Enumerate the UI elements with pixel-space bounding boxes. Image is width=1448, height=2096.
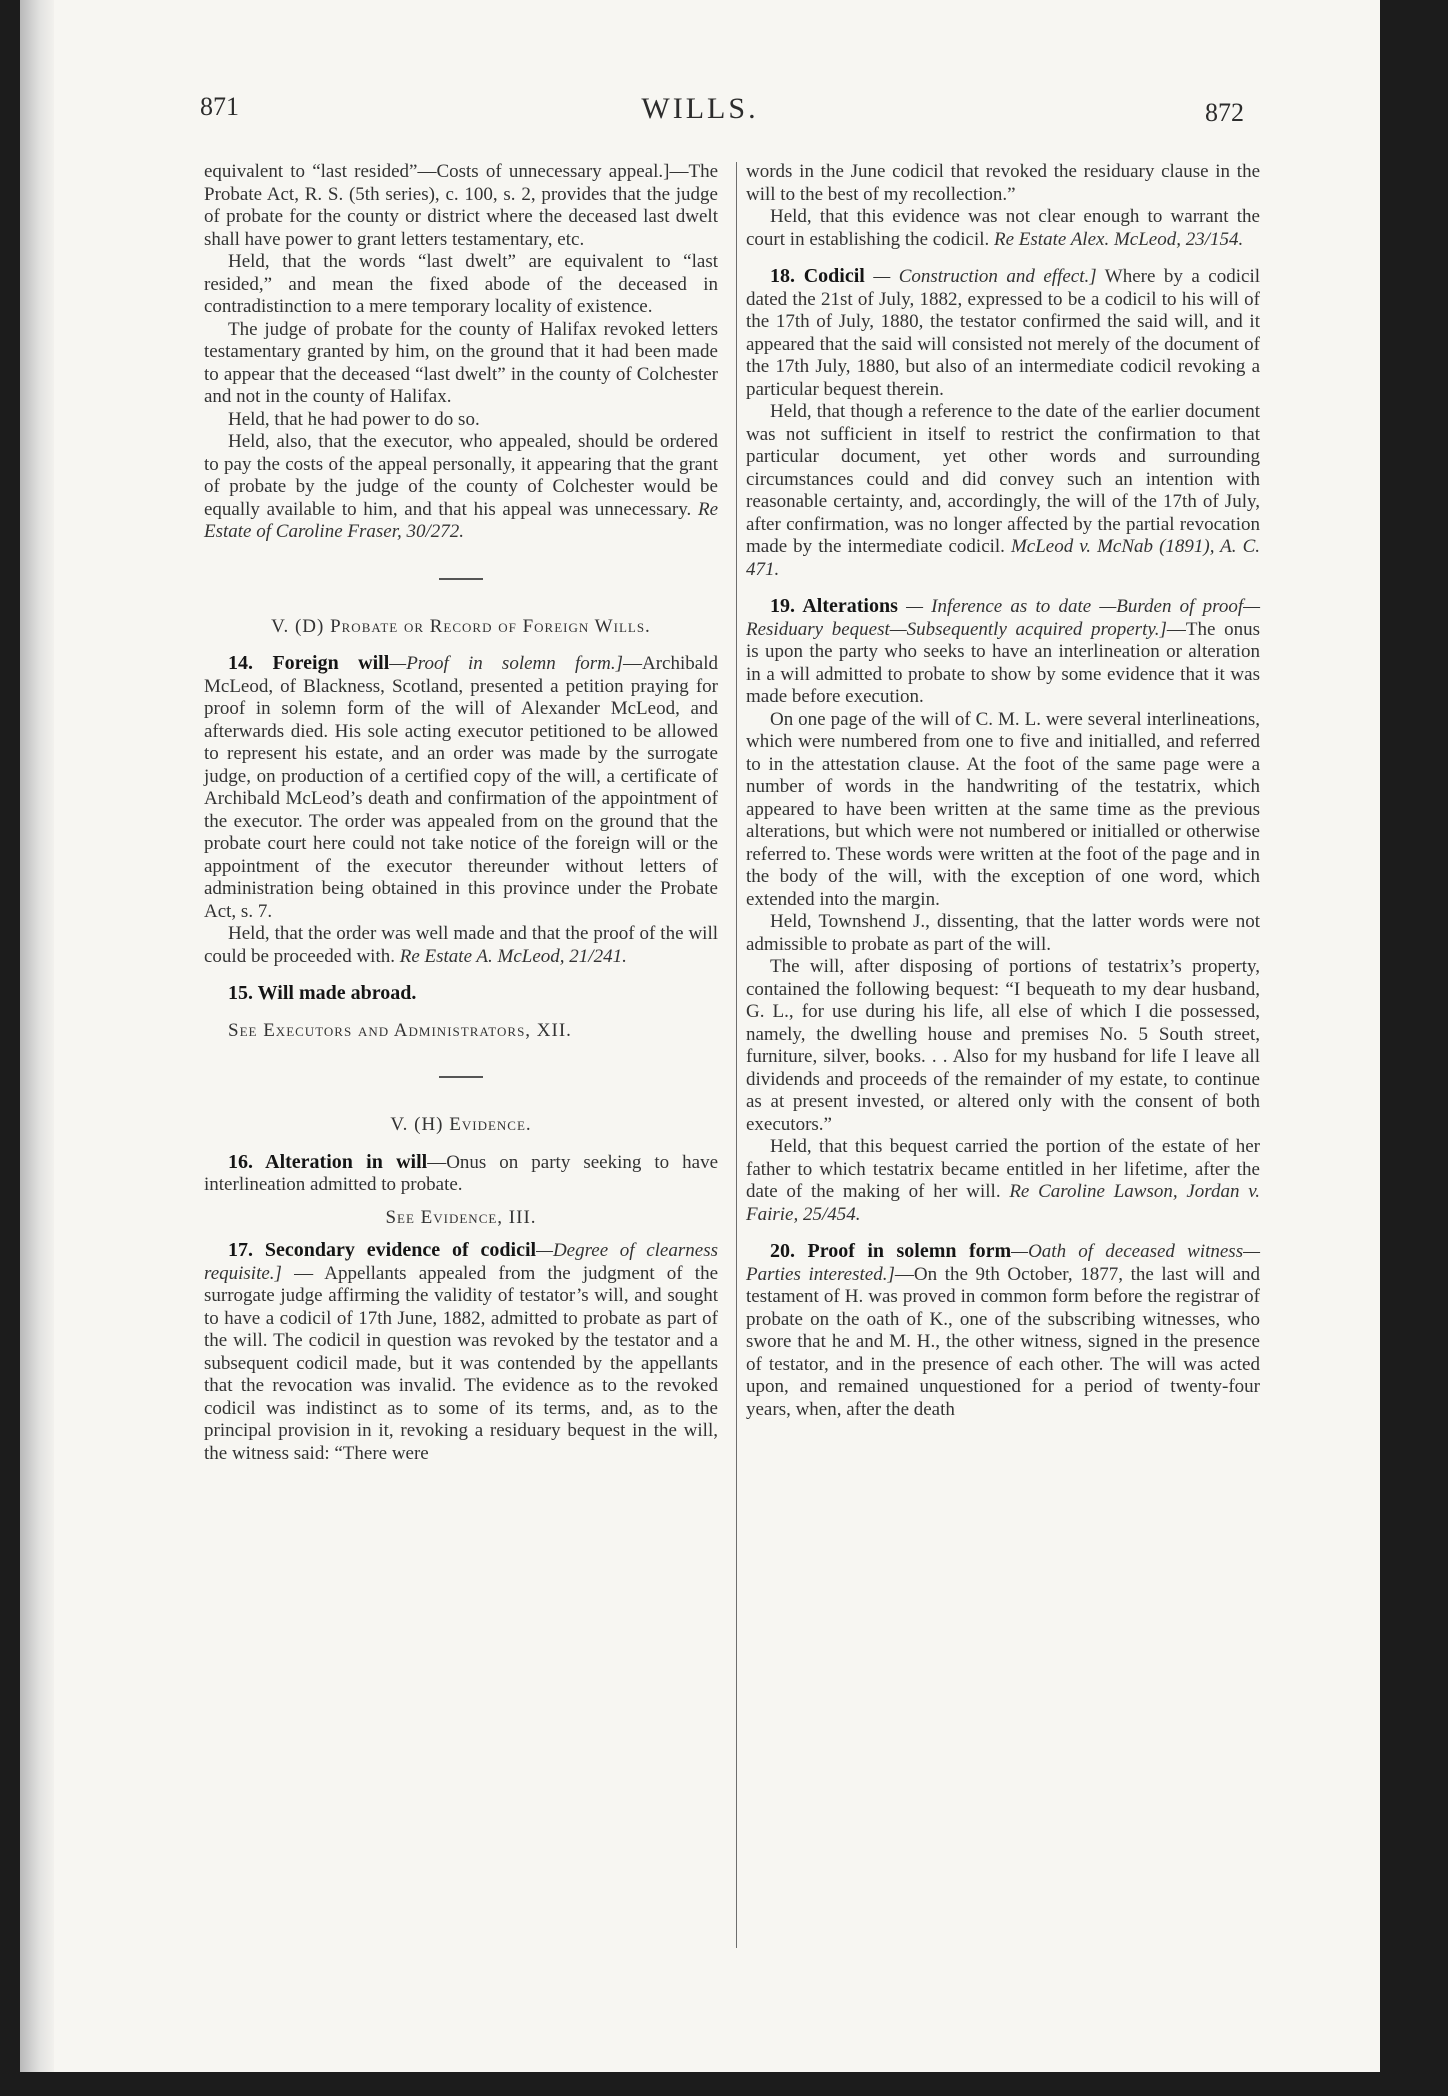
paragraph — [204, 923, 718, 968]
column-divider — [736, 162, 737, 1948]
paragraph: words in the June codicil that revoked the residuary clause in the will to the best of my recollection.” — [746, 161, 1260, 205]
paragraph: On one page of the will of C. M. L. were several interlineations, which were numbered from one to five and initialled, and referred to in the attestation clause. At the foot of the same page were a number of words in the handwriting of the testatrix, which appeared to have been written at the same time as the previous alterations, but which were not numbered or initialled or otherwise referred to. These words were written at the foot of the page and in the body of the will, with the exception of one word, which extended into the margin. — [746, 708, 1260, 910]
entry-text: — Appellants appealed from the judgment of the surrogate judge affirming the validity of testator’s will, and sought to have a codicil of 17th June, 1882, admitted to probate as part of the will. The codicil in question was revoked by the testator and a subsequent codicil made, but it was contended by the appellants that the revocation was invalid. The evidence as to the revoked codicil was indistinct as to some of its terms, and, as to the principal provision in it, revoking a residuary bequest in the will, the witness said: “There were — [204, 1262, 718, 1464]
entry-19 — [746, 595, 1260, 709]
entry-text: —On the 9th October, 1877, the last will and testament of H. was proved in common form before the registrar of probate on the oath of K., one of the subscribing witnesses, who swore that he and M. H., the other witness, signed in the presence of testator, and in the presence of each other. The will was acted upon, and remained unquestioned for a period of twenty-four years, when, after the death — [746, 1263, 1261, 1420]
case-citation: Re Estate Alex. McLeod, 23/154. — [994, 228, 1244, 250]
section-heading: V. (D) Probate or Record of Foreign Wills. — [271, 615, 651, 637]
entry-heading: 20. Proof in solemn form — [770, 1240, 1012, 1262]
entry-20 — [746, 1240, 1260, 1421]
paragraph — [204, 161, 718, 251]
entry-heading: 19. Alterations — [770, 595, 898, 617]
book-page — [20, 0, 1380, 2072]
case-citation: Re Caroline Lawson, Jordan v. Fairie, 25/454. — [746, 1181, 1260, 1225]
paragraph: Held, that he had power to do so. — [228, 408, 480, 430]
separator-rule — [439, 578, 483, 580]
entry-text: —Archibald McLeod, of Blackness, Scotland, presented a petition praying for proof in solemn form of the will of Alexander McLeod, and afterwards died. His sole acting executor petitioned to be allowed to represent his estate, and an order was made by the surrogate judge, on production of a certified copy of the will, a certificate of Archibald McLeod’s death and confirmation of the appointment of the executor. The order was appealed from on the ground that the probate court here could not take notice of the foreign will or the appointment of the executor thereunder without letters of administration being obtained in this province under the Probate Act, s. 7. — [204, 653, 718, 922]
paragraph: The judge of probate for the county of Halifax revoked letters testamentary granted by him, on the ground that it had been made to appear that the deceased “last dwelt” in the county of Colchester and not in the county of Halifax. — [204, 318, 718, 407]
running-header — [20, 92, 1380, 132]
entry-catchwords: — Inference as to date —Burden of proof—Residuary bequest—Subsequently acquired property.] — [746, 596, 1261, 640]
entry-15 — [204, 982, 718, 1006]
separator-rule — [439, 1076, 483, 1078]
paragraph-text: equivalent to “last resided”—Costs of unnecessary appeal.]—The Probate Act, R. S. (5th series), c. 100, s. 2, provides that the judge of probate for the county or district where the deceased last dwelt shall have power to grant letters testamentary, etc. — [204, 161, 718, 250]
entry-heading: 14. Foreign will — [228, 652, 390, 674]
entry-text: —The onus is upon the party who seeks to have an interlineation or alteration in a will admitted to probate to show by some evidence that it was made before execution. — [746, 618, 1260, 707]
case-citation: Re Estate A. McLeod, 21/241. — [399, 945, 627, 967]
paragraph: Held, Townshend J., dissenting, that the latter words were not admissible to probate as part of the will. — [746, 911, 1260, 955]
spacer — [746, 581, 1260, 595]
entry-catchwords: — Construction and effect.] — [864, 266, 1097, 287]
paragraph-text: Held, that though a reference to the date of the earlier document was not sufficient in itself to restrict the confirmation to that particular document, yet other words and surrounding circumstances could and did convey such an intention with reasonable certainty, and, accordingly, the will of the 17th of July, after confirmation, was no longer affected by the partial revocation made by the intermediate codicil. — [746, 401, 1260, 557]
section-heading: V. (H) Evidence. — [390, 1114, 532, 1135]
entry-text: Where by a codicil dated the 21st of July, 1882, expressed to be a codicil to his will of the 17th of July, 1880, the testator confirmed the said will, and it appeared that the said will consisted not merely of the document of the 17th July, 1880, but also of an intermediate codicil revoking a particular bequest therein. — [746, 266, 1261, 400]
paragraph: Held, that the words “last dwelt” are equivalent to “last resided,” and mean the fixed abode of the deceased in contradistinction to a mere temporary locality of existence. — [204, 251, 718, 317]
entry-heading: 17. Secondary evidence of codicil — [228, 1239, 537, 1261]
spacer — [746, 1226, 1260, 1240]
right-column — [746, 161, 1260, 1421]
entry-heading: 16. Alteration in will — [228, 1150, 428, 1173]
cross-reference: See Evidence, III. — [385, 1206, 537, 1228]
entry-text: —Onus on party seeking to have interlineation admitted to probate. — [204, 1151, 718, 1195]
paragraph-text: Held, that the order was well made and that the proof of the will could be proceeded with. — [204, 923, 718, 967]
entry-catchwords: —Proof in solemn form.] — [389, 653, 623, 674]
entry-16 — [204, 1151, 718, 1197]
running-title: WILLS. — [641, 92, 759, 125]
entry-14 — [204, 652, 718, 923]
paragraph — [746, 1136, 1260, 1226]
entry-catchwords: —Degree of clearness requisite.] — [204, 1240, 718, 1284]
paragraph — [204, 431, 718, 544]
spacer — [746, 251, 1260, 265]
paragraph-text: Held, that this bequest carried the portion of the estate of her father to which testatrix became entitled in her lifetime, after the date of the making of her will. — [746, 1136, 1260, 1202]
page-number-right: 872 — [1205, 98, 1244, 127]
entry-heading: 18. Codicil — [770, 265, 865, 287]
case-citation: McLeod v. McNab (1891), A. C. 471. — [746, 536, 1261, 580]
entry-18 — [746, 265, 1260, 401]
left-column — [204, 161, 718, 1465]
spacer — [204, 1006, 718, 1020]
book-gutter-left — [20, 0, 54, 2072]
paragraph-text: Held, that this evidence was not clear enough to warrant the court in establishing the codicil. — [746, 206, 1260, 250]
cross-reference: See Executors and Administrators, XII. — [228, 1019, 572, 1041]
entry-17 — [204, 1239, 718, 1465]
entry-catchwords: —Oath of deceased witness—Parties interested.] — [746, 1241, 1260, 1285]
entry-heading: 15. Will made abroad. — [228, 982, 417, 1004]
paragraph: The will, after disposing of portions of testatrix’s property, contained the following bequest: “I bequeath to my dear husband, G. L., for use during his life, all else of which I die possessed, namely, the dwelling house and premises No. 5 South street, furniture, silver, books. . . Also for my husband for life I leave all dividends and proceeds of the remainder of my estate, to continue as at present invested, or altered only with the consent of both executors.” — [746, 956, 1260, 1135]
paragraph — [746, 401, 1260, 581]
spacer — [204, 968, 718, 982]
case-citation: Re Estate of Caroline Fraser, 30/272. — [204, 498, 719, 542]
page-number-left: 871 — [200, 92, 239, 121]
paragraph-text: Held, also, that the executor, who appealed, should be ordered to pay the costs of the appeal personally, it appearing that the grant of probate by the judge of the county of Colchester would be equally available to him, and that his appeal was unnecessary. — [204, 431, 718, 520]
paragraph — [746, 206, 1260, 251]
